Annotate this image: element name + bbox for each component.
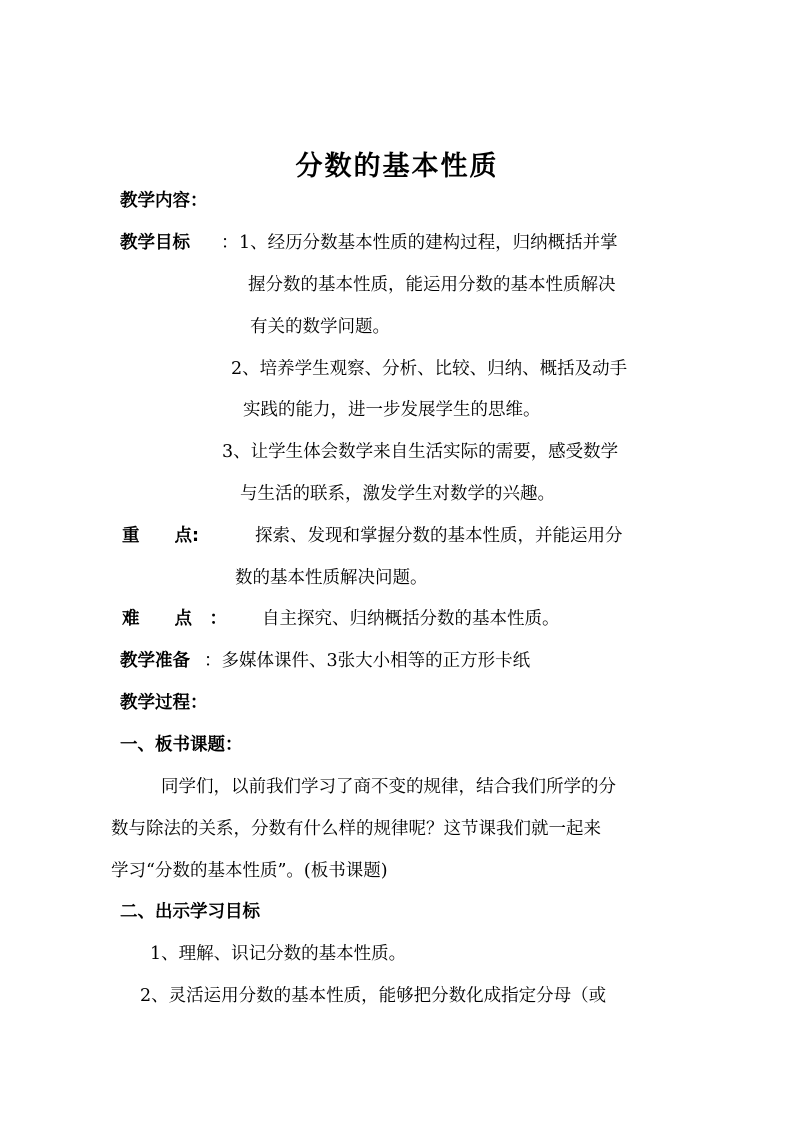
key-point-line-2: 数的基本性质解决问题。: [235, 568, 428, 588]
goal-1-line-2: 握分数的基本性质，能运用分数的基本性质解决: [248, 275, 616, 295]
key-point-line-1: 探索、发现和掌握分数的基本性质，并能运用分: [255, 526, 623, 546]
section-1-heading: 一、板书课题：: [120, 735, 243, 755]
prep-text: ：多媒体课件、3张大小相等的正方形卡纸: [204, 651, 531, 671]
goal-2-line-2: 实践的能力，进一步发展学生的思维。: [243, 400, 541, 420]
goal-1-line-3: 有关的数学问题。: [250, 317, 390, 337]
section-1-paragraph-line-1: 同学们，以前我们学习了商不变的规律，结合我们所学的分: [161, 777, 616, 797]
section-2-item-1: 1、理解、识记分数的基本性质。: [150, 944, 407, 964]
prep-label: 教学准备: [120, 651, 190, 671]
goals-label: 教学目标: [120, 233, 190, 253]
section-1-paragraph-line-2: 数与除法的关系，分数有什么样的规律呢？这节课我们就一起来: [111, 819, 601, 839]
goal-1-line-1: 1、经历分数基本性质的建构过程，归纳概括并掌: [239, 233, 618, 253]
page-title: 分数的基本性质: [295, 151, 499, 182]
section-2-heading: 二、出示学习目标: [120, 902, 260, 922]
goal-3-line-1: 3、让学生体会数学来自生活实际的需要，感受数学: [222, 442, 619, 462]
section-2-item-2: 2、灵活运用分数的基本性质，能够把分数化成指定分母（或: [140, 986, 607, 1006]
difficulty-text: 自主探究、归纳概括分数的基本性质。: [262, 609, 560, 629]
goals-colon: ：: [221, 233, 239, 253]
key-point-label: 重 点:: [122, 526, 199, 546]
content-label: 教学内容：: [120, 191, 208, 211]
section-1-paragraph-line-3: 学习“分数的基本性质”。(板书课题): [111, 861, 388, 881]
goal-3-line-2: 与生活的联系，激发学生对数学的兴趣。: [240, 484, 555, 504]
process-label: 教学过程：: [120, 693, 208, 713]
goal-2-line-1: 2、培养学生观察、分析、比较、归纳、概括及动手: [231, 359, 628, 379]
difficulty-label: 难 点 ：: [122, 609, 227, 629]
